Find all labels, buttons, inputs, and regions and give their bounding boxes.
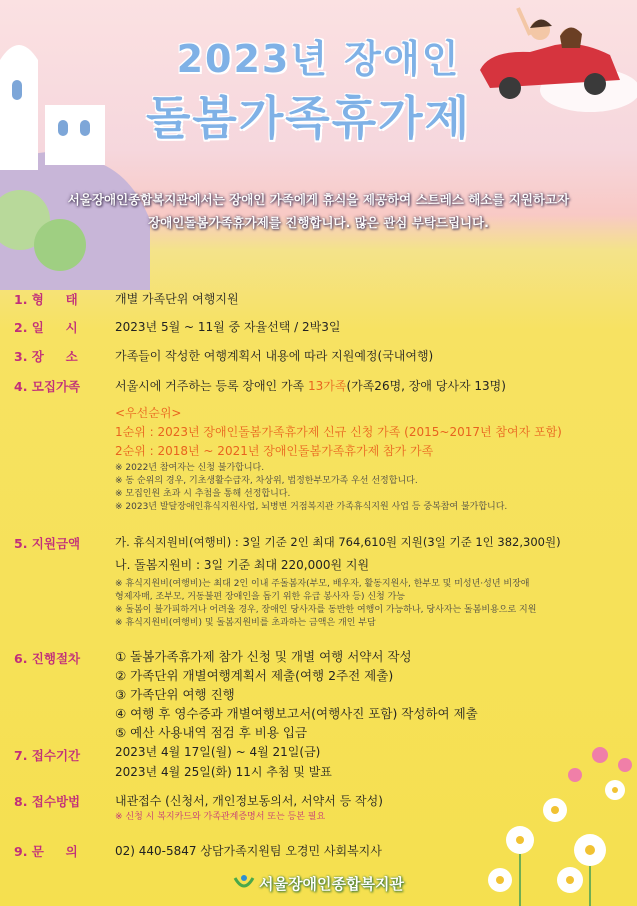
org-logo-icon [233, 874, 255, 892]
priority-second: 2순위 : 2018년 ~ 2021년 장애인돌봄가족휴가제 참가 가족 [115, 444, 434, 458]
section-label-period: 7. 접수기간 [14, 748, 81, 763]
section-label-date: 2. 일 시 [14, 320, 78, 335]
procedure-step: ⑤ 예산 사용내역 점검 후 비용 입금 [115, 725, 308, 740]
intro-line: 서울장애인종합복지관에서는 장애인 가족에게 휴식을 제공하여 스트레스 해소를 지원하고자 [67, 192, 570, 207]
section-label-method: 8. 접수방법 [14, 794, 81, 809]
period-list [115, 742, 332, 782]
section-value-contact: 02) 440-5847 상담가족지원팀 오경민 사회복지사 [115, 844, 382, 858]
recruit-note: ※ 2022년 참여자는 신청 불가합니다. [115, 463, 265, 473]
footer-org [0, 873, 637, 894]
procedure-list [115, 647, 478, 742]
intro-text [0, 188, 637, 234]
procedure-step: ② 가족단위 개별여행계획서 제출(여행 2주전 제출) [115, 668, 394, 683]
support-line: 나. 돌봄지원비 : 3일 기준 최대 220,000원 지원 [115, 558, 370, 572]
intro-line: 장애인돌봄가족휴가제를 진행합니다. 많은 관심 부탁드립니다. [148, 215, 489, 230]
section-label-contact: 9. 문 의 [14, 844, 78, 859]
procedure-step: ① 돌봄가족휴가제 참가 신청 및 개별 여행 서약서 작성 [115, 649, 412, 664]
recruit-note: ※ 모집인원 초과 시 추첨을 통해 선정합니다. [115, 489, 291, 499]
priority-first: 1순위 : 2023년 장애인돌봄가족휴가제 신규 신청 가족 (2015~2017년 참여자 포함) [115, 425, 562, 439]
procedure-step: ③ 가족단위 여행 진행 [115, 687, 235, 702]
period-line: 2023년 4월 17일(월) ~ 4월 21일(금) [115, 745, 321, 759]
recruit-note: ※ 2023년 발달장애인휴식지원사업, 뇌병변 거점복지관 가족휴식지원 사업 등 중복참여 불가합니다. [115, 502, 508, 512]
section-label-type: 1. 형 태 [14, 292, 78, 307]
section-label-recruit: 4. 모집가족 [14, 379, 81, 394]
section-label-procedure: 6. 진행절차 [14, 651, 81, 666]
title-line-1: 2023년 장애인 [176, 37, 461, 81]
support-note: ※ 돌봄이 불가피하거나 어려울 경우, 장애인 당사자를 동반한 여행이 가능하나, 당사자는 돌봄비용으로 지원 [115, 605, 537, 615]
support-note: ※ 휴식지원비(여행비) 및 돌봄지원비를 초과하는 금액은 개인 부담 [115, 618, 376, 628]
footer-org-name: 서울장애인종합복지관 [259, 875, 404, 893]
section-value-date: 2023년 5월 ~ 11월 중 자율선택 / 2박3일 [115, 320, 341, 334]
procedure-step: ④ 여행 후 영수증과 개별여행보고서(여행사진 포함) 작성하여 제출 [115, 706, 478, 721]
title-line-2: 돌봄가족휴가제 [145, 91, 472, 145]
recruit-notes [115, 462, 507, 514]
method-note: ※ 신청 시 복지카드와 가족관계증명서 또는 등본 필요 [115, 812, 326, 822]
recruit-text-post: (가족26명, 장애 당사자 13명) [346, 379, 506, 393]
section-value-place: 가족들이 작성한 여행계획서 내용에 따라 지원예정(국내여행) [115, 349, 434, 363]
section-label-place: 3. 장 소 [14, 349, 78, 364]
support-note: 형제자매, 조부모, 거동불편 장애인을 돕기 위한 유급 봉사자 등) 신청 가능 [115, 592, 405, 602]
recruit-text: 서울시에 거주하는 등록 장애인 가족 [115, 379, 308, 393]
recruit-note: ※ 동 순위의 경우, 기초생활수급자, 차상위, 법정한부모가족 우선 선정합니다. [115, 476, 418, 486]
section-value-type: 개별 가족단위 여행지원 [115, 292, 239, 306]
period-line: 2023년 4월 25일(화) 11시 추첨 및 발표 [115, 765, 332, 779]
section-value-recruit [115, 377, 506, 394]
priority-heading: <우선순위> [115, 406, 182, 420]
section-value-method: 내관접수 (신청서, 개인정보동의서, 서약서 등 작성) [115, 794, 383, 808]
support-notes [115, 578, 536, 630]
section-label-support: 5. 지원금액 [14, 536, 81, 551]
support-line: 가. 휴식지원비(여행비) : 3일 기준 2인 최대 764,610원 지원(3일 기준 1인 382,300원) [115, 535, 561, 549]
recruit-highlight: 13가족 [307, 379, 347, 393]
support-note: ※ 휴식지원비(여행비)는 최대 2인 이내 주돌봄자(부모, 배우자, 활동지원사, 한부모 및 미성년·성년 비장애 [115, 579, 530, 589]
